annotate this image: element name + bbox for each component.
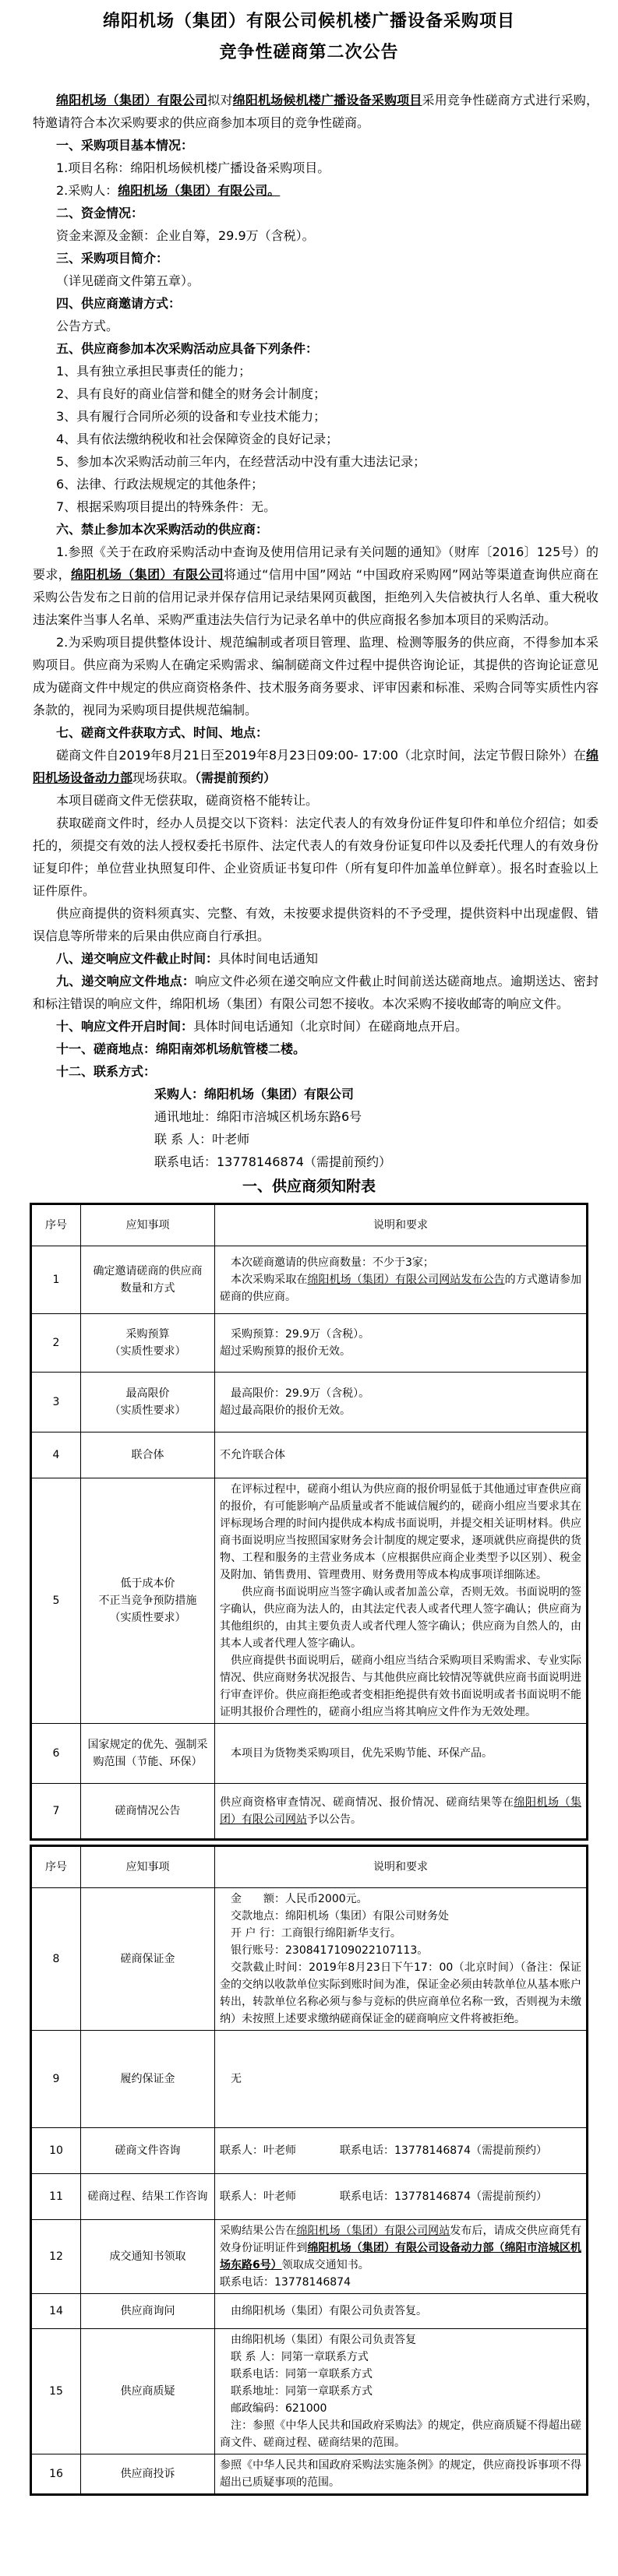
- description-paragraph: [220, 1925, 581, 1942]
- text-segment: 供应商提供的资料须真实、完整、有效，未按要求提供资料的不予受理，提供资料中出现虚假、错误信息等所带来的后果由供应商自行承担。: [33, 906, 599, 943]
- table-row: [31, 1784, 588, 1840]
- row-item-cell: [81, 2294, 215, 2329]
- supplier-notice-table-2: [30, 1845, 588, 2496]
- text-segment: 通讯地址：绵阳市涪城区机场东路6号: [154, 1109, 362, 1124]
- row-description-cell: [215, 2294, 588, 2329]
- section-heading: [33, 247, 599, 270]
- item-line: 国家规定的优先、强制采购范围（节能、环保）: [87, 1739, 208, 1768]
- doc-paragraph: [33, 89, 599, 134]
- table-row: [31, 2174, 588, 2220]
- description-paragraph: [220, 1959, 581, 2028]
- description-paragraph: [220, 2383, 581, 2400]
- text-segment: （详见磋商文件第五章）。: [56, 273, 200, 288]
- doc-paragraph: [33, 428, 599, 450]
- document-title-line1: 绵阳机场（集团）有限公司候机楼广播设备采购项目: [102, 12, 515, 31]
- item-line: 确定邀请磋商的供应商: [93, 1265, 203, 1277]
- column-header: 说明和要求: [215, 1204, 588, 1246]
- doc-paragraph: [33, 541, 599, 631]
- text-segment: 超过采购预算的报价无效。: [220, 1345, 351, 1358]
- row-number-cell: 9: [31, 2031, 81, 2128]
- table-row: [31, 1314, 588, 1373]
- row-description-cell: [215, 2031, 588, 2128]
- row-description-cell: [215, 1373, 588, 1432]
- row-item-cell: [81, 1432, 215, 1478]
- row-number-cell: 1: [31, 1246, 81, 1314]
- item-line: 磋商保证金: [120, 1953, 175, 1965]
- doc-paragraph: [33, 789, 599, 812]
- description-paragraph: [220, 1584, 581, 1652]
- text-segment: 供应商资格审查情况、磋商情况、报价情况、磋商结果等在: [220, 1796, 514, 1809]
- text-segment: 本项目磋商文件无偿获取，磋商资格不能转让。: [56, 793, 319, 808]
- table-row: [31, 1246, 588, 1314]
- contact-line: [33, 1083, 599, 1105]
- description-paragraph: [220, 2349, 581, 2366]
- description-paragraph: [220, 2417, 581, 2451]
- section-heading: [33, 134, 599, 157]
- column-header: 说明和要求: [215, 1846, 588, 1888]
- text-segment: 不允许联合体: [220, 1449, 285, 1461]
- description-paragraph: [220, 1254, 581, 1271]
- table-row: [31, 2031, 588, 2128]
- item-line: 采购预算: [125, 1328, 170, 1341]
- text-segment: 获取磋商文件时，经办人员提交以下资料：法定代表人的有效身份证件复印件和单位介绍信；如委托的，须提交有效的法人授权委托书原件、法定代表人的有效身份证复印件以及委托代理人的有效身份证复印件；单位营业执照复印件、企业资质证书复印件（所有复印件加盖单位鲜章）。报名时查验以上证件原件。: [33, 816, 599, 898]
- item-line: 磋商文件咨询: [115, 2144, 181, 2157]
- text-segment: 联 系 人：叶老师: [154, 1132, 250, 1147]
- doc-paragraph: [33, 224, 599, 247]
- table-header-row: [31, 1204, 588, 1246]
- text-segment: 予以公告。: [307, 1813, 362, 1826]
- text-segment: 的方式邀请参加磋商的供应商。: [220, 1274, 582, 1303]
- text-segment: 交款截止时间：2019年8月23日下午17：00（北京时间）（备注：保证金的交纳以收款单位实际到账时间为准，保证金必须由转款单位从基本账户转出，转款单位名称必须与参与竞标的供应商单位名称一致，否则视为未缴纳）未按照上述要求缴纳磋商保证金的磋商响应文件将被拒绝。: [220, 1961, 581, 2025]
- row-item-cell: [81, 1784, 215, 1840]
- doc-paragraph: [33, 360, 599, 382]
- row-number-cell: 15: [31, 2329, 81, 2454]
- text-segment: 采购预算：29.9万（含税）。: [231, 1328, 370, 1341]
- text-segment: 注：参照《中华人民共和国政府采购法》的规定，供应商质疑不得超出磋商文件、磋商过程、磋商结果的范围。: [220, 2419, 581, 2449]
- row-description-cell: [215, 2220, 588, 2294]
- table-row: [31, 2220, 588, 2294]
- column-header: 应知事项: [81, 1204, 215, 1246]
- text-segment: 1.参照《关于在政府采购活动中查询及使用信用记录有关问题的通知》（财库〔2016〕125号）的要求，: [33, 544, 599, 582]
- text-segment: 拟对: [207, 93, 233, 107]
- section-heading: [33, 337, 599, 360]
- row-item-cell: [81, 1724, 215, 1784]
- text-segment: 磋商文件自2019年8月21日至2019年8月23日09:00- 17:00（北京时间，法定节假日除外）在: [56, 748, 586, 763]
- description-paragraph: [220, 2070, 581, 2088]
- text-segment: 具体时间电话通知（北京时间）在磋商地点开启。: [193, 1019, 468, 1034]
- doc-paragraph: [33, 473, 599, 495]
- row-number-cell: 12: [31, 2220, 81, 2294]
- text-segment: 一、采购项目基本情况：: [56, 138, 194, 153]
- contact-line: [33, 1151, 599, 1173]
- text-segment: 联系电话：13778146874: [220, 2276, 351, 2289]
- doc-paragraph: [33, 179, 599, 202]
- table-row: [31, 2329, 588, 2454]
- doc-paragraph: [33, 1038, 599, 1060]
- doc-paragraph: [33, 1015, 599, 1038]
- row-item-cell: [81, 2454, 215, 2495]
- item-line: 数量和方式: [120, 1282, 175, 1295]
- text-segment: 在评标过程中，磋商小组认为供应商的报价明显低于其他通过审查供应商的报价，有可能影响产品质量或者不能诚信履约的，磋商小组应当要求其在评标现场合理的时间内提供成本构成书面说明，并提交相关证明材料。供应商书面说明应当按照国家财务会计制度的规定要求，逐项就供应商提供的货物、工程和服务的主营业务成本（应根据供应商企业类型予以区别）、税金及附加、销售费用、管理费用、财务费用等成本构成事项详细陈述。: [220, 1483, 581, 1581]
- item-line: （实质性要求）: [109, 1612, 186, 1624]
- item-line: 低于成本价: [120, 1577, 175, 1590]
- row-description-cell: [215, 1314, 588, 1373]
- text-segment: 4、具有依法缴纳税收和社会保障资金的良好记录；: [56, 432, 339, 446]
- text-segment: 现场获取。: [132, 770, 196, 785]
- text-segment: 绵阳机场设备动力部: [33, 748, 599, 785]
- text-segment: 2.为采购项目提供整体设计、规范编制或者项目管理、监理、检测等服务的供应商，不得参加本采购项目。供应商为采购人在确定采购需求、编制磋商文件过程中提供咨询论证，其提供的咨询论证意见成为磋商文件中规定的供应商资格条件、技术服务商务要求、评审因素和标准、采购合同等实质性内容条款的，视同为采购项目提供规范编制。: [33, 635, 599, 717]
- text-segment: 领取成交通知书。: [281, 2259, 369, 2271]
- text-segment: 由绵阳机场（集团）有限公司负责答复。: [231, 2305, 427, 2317]
- section-heading: [33, 202, 599, 224]
- description-paragraph: [220, 2274, 581, 2291]
- description-paragraph: [220, 1891, 581, 1908]
- table-header-row: [31, 1846, 588, 1888]
- row-number-cell: 11: [31, 2174, 81, 2220]
- text-segment: 响应文件必须在递交响应文件截止时间前送达磋商地点。逾期送达、密封和标注错误的响应文件，绵阳机场（集团）有限公司恕不接收。本次采购不接收邮寄的响应文件。: [33, 974, 599, 1011]
- row-number-cell: 14: [31, 2294, 81, 2329]
- text-segment: 联系地址：同第一章联系方式: [231, 2385, 373, 2398]
- document-title-line2: 竞争性磋商第二次公告: [219, 43, 399, 62]
- item-line: 成交通知书领取: [109, 2250, 186, 2263]
- row-item-cell: [81, 2174, 215, 2220]
- row-number-cell: 2: [31, 1314, 81, 1373]
- row-item-cell: [81, 1888, 215, 2031]
- text-segment: 发布后，请成交供应商凭有效身份证明证件到: [220, 2225, 581, 2254]
- text-segment: 供应商书面说明应当签字确认或者加盖公章，否则无效。书面说明的签字确认，供应商为法人的，由其法定代表人或者代理人签字确认；供应商为其他组织的，由其主要负责人或者代理人签字确认；供应商为自然人的，由其本人或者代理人签字确认。: [220, 1586, 581, 1650]
- item-line: 磋商情况公告: [115, 1805, 181, 1817]
- text-segment: 四、供应商邀请方式：: [56, 296, 182, 311]
- text-segment: 十一、磋商地点：绵阳南郊机场航管楼二楼。: [56, 1041, 306, 1056]
- text-segment: （需提前预约）: [195, 770, 277, 785]
- item-line: （实质性要求）: [109, 1404, 186, 1417]
- row-item-cell: [81, 1373, 215, 1432]
- row-description-cell: [215, 1724, 588, 1784]
- row-item-cell: [81, 1246, 215, 1314]
- description-paragraph: [220, 2331, 581, 2349]
- text-segment: 绵阳机场候机楼广播设备采购项目: [232, 93, 422, 107]
- text-segment: 绵阳机场（集团）有限公司网站发布公告: [307, 1274, 505, 1286]
- item-line: 磋商过程、结果工作咨询: [87, 2190, 208, 2203]
- row-item-cell: [81, 2031, 215, 2128]
- description-paragraph: [220, 1481, 581, 1584]
- text-segment: 联系人：叶老师 联系电话：13778146874（需提前预约）: [220, 2144, 547, 2157]
- row-description-cell: [215, 1888, 588, 2031]
- text-segment: 交款地点：绵阳机场（集团）有限公司财务处: [231, 1910, 449, 1922]
- text-segment: 具体时间电话通知: [218, 951, 319, 966]
- section-heading: [33, 721, 599, 744]
- doc-paragraph: [33, 315, 599, 337]
- row-item-cell: [81, 1314, 215, 1373]
- text-segment: 超过最高限价的报价无效。: [220, 1404, 351, 1417]
- text-segment: 五、供应商参加本次采购活动应具备下列条件：: [56, 341, 319, 356]
- table-row: [31, 2128, 588, 2174]
- doc-paragraph: [33, 157, 599, 179]
- description-paragraph: [220, 1652, 581, 1721]
- text-segment: 6、法律、行政法规规定的其他条件；: [56, 477, 264, 492]
- column-header: 序号: [31, 1846, 81, 1888]
- row-number-cell: 3: [31, 1373, 81, 1432]
- doc-paragraph: [33, 902, 599, 947]
- table-row: [31, 1432, 588, 1478]
- row-description-cell: [215, 2128, 588, 2174]
- text-segment: 开 户 行：工商银行绵阳新华支行。: [231, 1927, 401, 1940]
- table-row: [31, 1888, 588, 2031]
- annex-title: 一、供应商须知附表: [242, 1178, 376, 1195]
- text-segment: 最高限价：29.9万（含税）。: [231, 1387, 370, 1400]
- table-row: [31, 1373, 588, 1432]
- text-segment: 绵阳机场（集团）有限公司设备动力部（绵阳市涪城区机场东路6号）: [220, 2242, 581, 2271]
- item-line: 供应商投诉: [120, 2468, 175, 2480]
- text-segment: 绵阳机场（集团）有限公司。: [118, 183, 281, 198]
- row-number-cell: 8: [31, 1888, 81, 2031]
- text-segment: 十、响应文件开启时间：: [56, 1019, 194, 1034]
- text-segment: 参照《中华人民共和国政府采购法实施条例》的规定，供应商投诉事项不得超出已质疑事项的范围。: [220, 2459, 581, 2489]
- description-paragraph: [220, 2303, 581, 2320]
- text-segment: 2、具有良好的商业信誉和健全的财务会计制度；: [56, 386, 327, 401]
- table-row: [31, 2454, 588, 2495]
- item-line: 供应商询问: [120, 2305, 175, 2317]
- text-segment: 联系人：叶老师 联系电话：13778146874（需提前预约）: [220, 2190, 547, 2203]
- doc-paragraph: [33, 450, 599, 473]
- row-number-cell: 5: [31, 1478, 81, 1724]
- description-paragraph: [220, 2188, 581, 2205]
- doc-paragraph: [33, 812, 599, 902]
- text-segment: 采购人：绵阳机场（集团）有限公司: [154, 1087, 355, 1101]
- item-line: 履约保证金: [120, 2073, 175, 2085]
- contact-line: [33, 1105, 599, 1128]
- text-segment: 1.项目名称：绵阳机场候机楼广播设备采购项目。: [56, 160, 330, 175]
- row-number-cell: 16: [31, 2454, 81, 2495]
- text-segment: 将通过“信用中国”网站 “中国政府采购网”网站等渠道查询供应商在采购公告发布之日前的信用记录并保存信用记录结果网页截图，拒绝列入失信被执行人名单、重大税收违法案件当事人名单、采购严重违法失信行为记录名单中的供应商报名参加本项目的采购活动。: [33, 567, 599, 627]
- text-segment: 无: [231, 2073, 242, 2085]
- contact-line: [33, 1128, 599, 1151]
- row-description-cell: [215, 2454, 588, 2495]
- column-header: 序号: [31, 1204, 81, 1246]
- text-segment: 二、资金情况：: [56, 206, 144, 220]
- text-segment: 银行账号：2308417109022107113。: [231, 1944, 429, 1957]
- row-number-cell: 10: [31, 2128, 81, 2174]
- section-heading: [33, 1060, 599, 1083]
- description-paragraph: [220, 2400, 581, 2417]
- section-heading: [33, 292, 599, 315]
- text-segment: 绵阳机场（集团）有限公司: [56, 93, 208, 107]
- description-paragraph: [220, 2142, 581, 2159]
- table-row: [31, 2294, 588, 2329]
- description-paragraph: [220, 1271, 581, 1306]
- text-segment: 本次采购采取在: [231, 1274, 308, 1286]
- row-item-cell: [81, 1478, 215, 1724]
- description-paragraph: [220, 2222, 581, 2274]
- item-line: 不正当竞争预防措施: [98, 1595, 197, 1607]
- row-number-cell: 6: [31, 1724, 81, 1784]
- text-segment: 2.采购人：: [56, 183, 118, 198]
- text-segment: 联系电话：同第一章联系方式: [231, 2368, 373, 2380]
- text-segment: 邮政编码：621000: [231, 2402, 327, 2415]
- text-segment: 1、具有独立承担民事责任的能力；: [56, 364, 252, 379]
- text-segment: 绵阳机场（集团）有限公司: [71, 567, 224, 582]
- description-paragraph: [220, 1745, 581, 1762]
- description-paragraph: [220, 2366, 581, 2383]
- item-line: 最高限价: [125, 1387, 170, 1400]
- row-description-cell: [215, 1478, 588, 1724]
- row-description-cell: [215, 2329, 588, 2454]
- section-heading: [33, 518, 599, 541]
- row-description-cell: [215, 1432, 588, 1478]
- text-segment: 本项目为货物类采购项目，优先采购节能、环保产品。: [231, 1747, 493, 1760]
- text-segment: 3、具有履行合同所必须的设备和专业技术能力；: [56, 409, 327, 424]
- description-paragraph: [220, 1794, 581, 1828]
- item-line: 供应商质疑: [120, 2385, 175, 2398]
- row-number-cell: 4: [31, 1432, 81, 1478]
- row-item-cell: [81, 2329, 215, 2454]
- description-paragraph: [220, 1326, 581, 1343]
- item-line: （实质性要求）: [109, 1345, 186, 1358]
- text-segment: 八、递交响应文件截止时间：: [56, 951, 219, 966]
- text-segment: 三、采购项目简介：: [56, 251, 169, 266]
- description-paragraph: [220, 2457, 581, 2491]
- text-segment: 本次磋商邀请的供应商数量：不少于3家；: [231, 1256, 434, 1269]
- text-segment: 金 额：人民币2000元。: [231, 1893, 368, 1905]
- text-segment: 绵阳机场（集团）有限公司网站: [296, 2225, 450, 2237]
- table-row: [31, 1478, 588, 1724]
- text-segment: 九、递交响应文件地点：: [56, 974, 196, 988]
- text-segment: 十二、联系方式：: [56, 1064, 157, 1079]
- row-number-cell: 7: [31, 1784, 81, 1840]
- text-segment: 由绵阳机场（集团）有限公司负责答复: [231, 2334, 416, 2346]
- supplier-notice-table-1: [30, 1203, 588, 1841]
- description-paragraph: [220, 1385, 581, 1402]
- row-item-cell: [81, 2220, 215, 2294]
- row-item-cell: [81, 2128, 215, 2174]
- description-paragraph: [220, 1942, 581, 1959]
- row-description-cell: [215, 1246, 588, 1314]
- doc-paragraph: [33, 405, 599, 428]
- table-row: [31, 1724, 588, 1784]
- text-segment: 七、磋商文件获取方式、时间、地点：: [56, 725, 269, 740]
- text-segment: 采购结果公告在: [220, 2225, 297, 2237]
- text-segment: 联 系 人：同第一章联系方式: [231, 2351, 369, 2363]
- doc-paragraph: [33, 744, 599, 789]
- doc-paragraph: [33, 382, 599, 405]
- text-segment: 公告方式。: [56, 319, 119, 333]
- description-paragraph: [220, 1402, 581, 1419]
- doc-paragraph: [33, 495, 599, 518]
- description-paragraph: [220, 1447, 581, 1464]
- text-segment: 5、参加本次采购活动前三年内，在经营活动中没有重大违法记录；: [56, 454, 426, 469]
- text-segment: 六、禁止参加本次采购活动的供应商：: [56, 522, 269, 537]
- text-segment: 绵阳机场（集团）有限公司网站: [220, 1796, 582, 1826]
- description-paragraph: [220, 1343, 581, 1360]
- text-segment: 供应商提供书面说明后，磋商小组应当结合采购项目采购需求、专业实际情况、供应商财务状况报告、与其他供应商比较情况等就供应商书面说明进行审查评价。供应商拒绝或者变相拒绝提供有效书面说明或者书面说明不能证明其报价合理性的，磋商小组应当将其响应文件作为无效处理。: [220, 1654, 581, 1718]
- row-description-cell: [215, 2174, 588, 2220]
- doc-paragraph: [33, 270, 599, 292]
- description-paragraph: [220, 1908, 581, 1925]
- text-segment: 联系电话：13778146874（需提前预约）: [154, 1154, 391, 1169]
- text-segment: 资金来源及金额：企业自筹，29.9万（含税）。: [56, 228, 315, 243]
- column-header: 应知事项: [81, 1846, 215, 1888]
- row-description-cell: [215, 1784, 588, 1840]
- document-body: [0, 69, 618, 1173]
- doc-paragraph: [33, 970, 599, 1015]
- text-segment: 采用竞争性磋商方式进行采购，特邀请符合本次采购要求的供应商参加本项目的竞争性磋商。: [33, 93, 599, 130]
- item-line: 联合体: [131, 1449, 164, 1461]
- doc-paragraph: [33, 947, 599, 970]
- text-segment: 7、根据采购项目提出的特殊条件：无。: [56, 499, 277, 514]
- doc-paragraph: [33, 631, 599, 721]
